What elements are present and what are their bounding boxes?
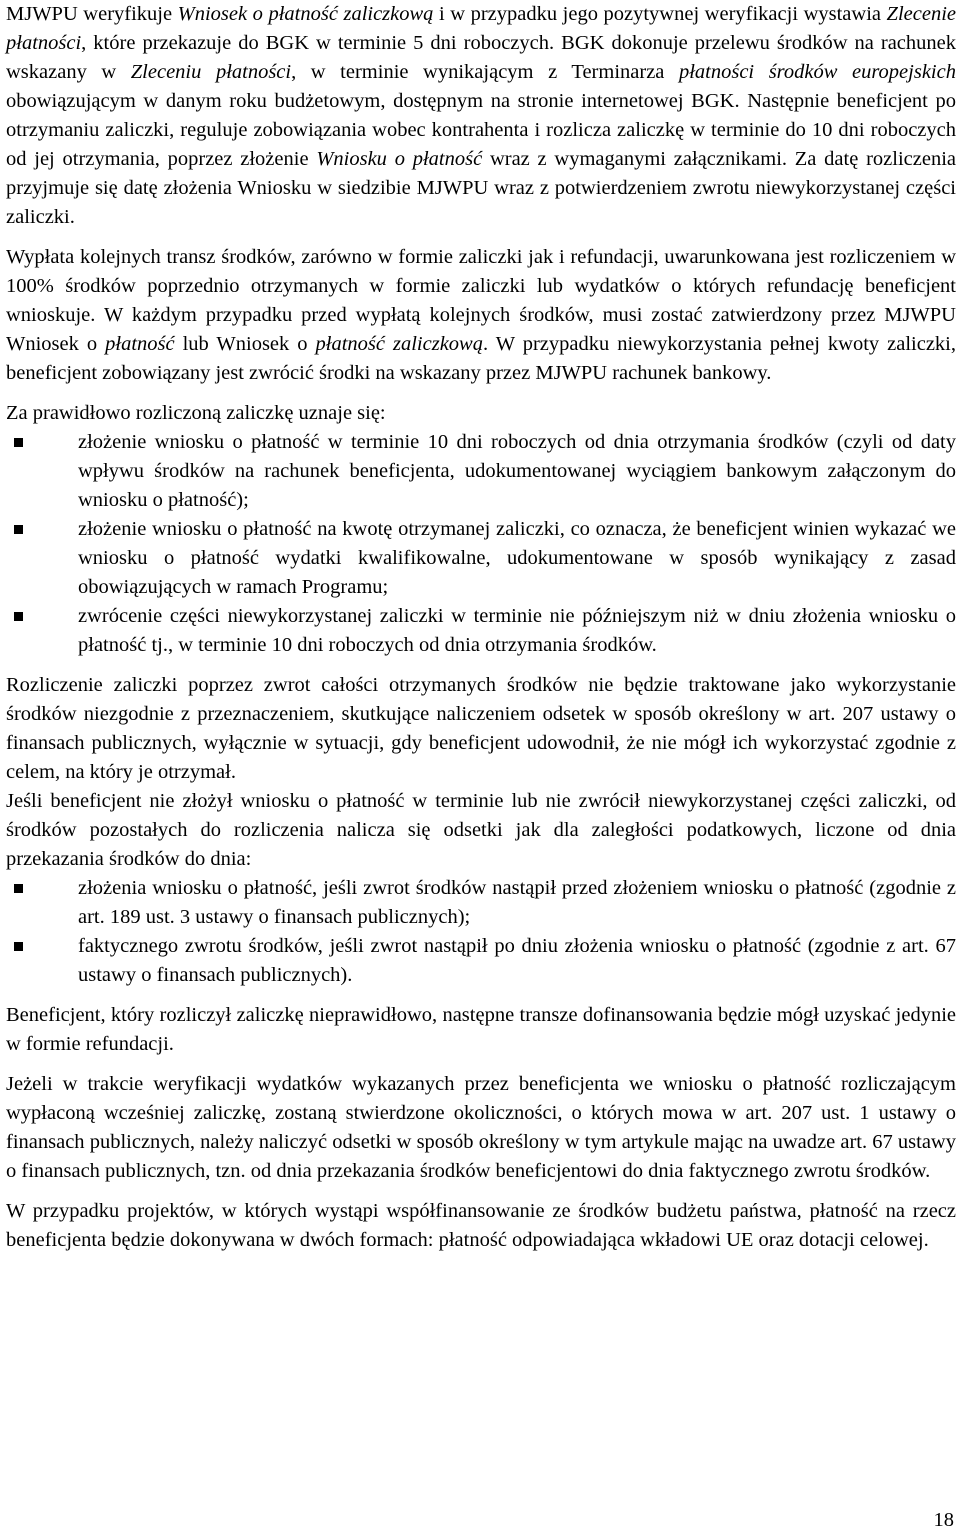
text-run: wraz z wymaganymi załącznikami. Za datę rozliczenia przyjmuje się datę złożenia Wniosku w siedzibie MJWPU wraz z potwierdzeniem zwrotu niewykorzystanej części zaliczki. — [6, 148, 956, 228]
text-run: i w przypadku jego pozytywnej weryfikacji wystawia — [433, 3, 887, 25]
list-item — [6, 874, 956, 932]
italic-text-run: Wniosek o płatność zaliczkową — [177, 3, 434, 25]
text-run: , które przekazuje do BGK w terminie 5 dni roboczych. BGK dokonuje przelewu środków na rachunek wskazany w — [6, 32, 956, 83]
interest-conditions-list — [6, 874, 956, 990]
square-bullet-icon — [14, 942, 23, 951]
italic-text-run: Zlecenie płatności — [6, 3, 956, 54]
list-item — [6, 602, 956, 660]
paragraph-tranche-payments — [6, 243, 956, 388]
list-item-text: zwrócenie części niewykorzystanej zaliczki w terminie nie późniejszym niż w dniu złożenia wniosku o płatność tj., w terminie 10 dni roboczych od dnia otrzymania środków. — [78, 605, 956, 656]
square-bullet-icon — [14, 438, 23, 447]
text-run: obowiązującym w danym roku budżetowym, dostępnym na stronie internetowej BGK. Następnie beneficjent po otrzymaniu zaliczki, reguluje zobowiązania wobec kontrahenta i rozlicza zaliczkę w terminie do 10 dni roboczych od jej otrzymania, poprzez złożenie — [6, 90, 956, 170]
paragraph-verification-interest: Jeżeli w trakcie weryfikacji wydatków wykazanych przez beneficjenta we wniosku o płatność rozliczającym wypłaconą wcześniej zaliczkę, zostaną stwierdzone okoliczności, o których mowa w art. 207 ust. 1 ustawy o finansach publicznych, należy naliczyć odsetki w sposób określony w tym artykule mając na uwadze art. 67 ustawy o finansach publicznych, tzn. od dnia przekazania środków beneficjentowi do dnia faktycznego zwrotu środków. — [6, 1073, 956, 1182]
text-run: MJWPU weryfikuje — [6, 3, 178, 25]
italic-text-run: płatności środków europejskich — [678, 61, 956, 83]
list-item-text: faktycznego zwrotu środków, jeśli zwrot nastąpił po dniu złożenia wniosku o płatność (zgodnie z art. 67 ustawy o finansach publicznych). — [78, 935, 956, 986]
list-item — [6, 932, 956, 990]
paragraph-state-budget-cofinancing: W przypadku projektów, w których wystąpi współfinansowanie ze środków budżetu państwa, płatność na rzecz beneficjenta będzie dokonywana w dwóch formach: płatność odpowiadająca wkładowi UE oraz dotacji celowej. — [6, 1200, 956, 1251]
list-item-text: złożenie wniosku o płatność na kwotę otrzymanej zaliczki, co oznacza, że beneficjent winien wykazać we wniosku o płatność wydatki kwalifikowalne, udokumentowane w sposób wynikający z zasad obowiązujących w ramach Programu; — [78, 518, 956, 598]
paragraph-settlement-conditions-intro: Za prawidłowo rozliczoną zaliczkę uznaje się: — [6, 402, 386, 424]
list-item-text: złożenia wniosku o płatność, jeśli zwrot środków nastąpił przed złożeniem wniosku o płatność (zgodnie z art. 189 ust. 3 ustawy o finansach publicznych); — [78, 877, 956, 928]
paragraph-incorrect-settlement: Beneficjent, który rozliczył zaliczkę nieprawidłowo, następne transze dofinansowania będzie mógł uzyskać jedynie w formie refundacji. — [6, 1004, 956, 1055]
text-run: . W przypadku niewykorzystania pełnej kwoty zaliczki, beneficjent zobowiązany jest zwrócić środki na wskazany przez MJWPU rachunek bankowy. — [6, 333, 956, 384]
italic-text-run: Wniosku o płatność — [316, 148, 483, 170]
italic-text-run: Zleceniu płatności — [130, 61, 292, 83]
italic-text-run: płatność — [105, 333, 175, 355]
list-item — [6, 428, 956, 515]
square-bullet-icon — [14, 884, 23, 893]
list-item — [6, 515, 956, 602]
text-run: lub Wniosek o — [174, 333, 316, 355]
list-item-text: złożenie wniosku o płatność w terminie 10 dni roboczych od dnia otrzymania środków (czyli od daty wpływu środków na rachunek beneficjenta, udokumentowanej wyciągiem bankowym załączonym do wniosku o płatność); — [78, 431, 956, 511]
paragraph-interest-intro: Jeśli beneficjent nie złożył wniosku o płatność w terminie lub nie zwrócił niewykorzystanej części zaliczki, od środków pozostałych do rozliczenia nalicza się odsetki jak dla zaległości podatkowych, liczone od dnia przekazania środków do dnia: — [6, 790, 956, 870]
square-bullet-icon — [14, 525, 23, 534]
paragraph-full-return: Rozliczenie zaliczki poprzez zwrot całości otrzymanych środków nie będzie traktowane jako wykorzystanie środków niezgodnie z przeznaczeniem, skutkujące naliczeniem odsetek w sposób określony w art. 207 ustawy o finansach publicznych, wyłącznie w sytuacji, gdy beneficjent udowodnił, że nie mógł ich wykorzystać zgodnie z celem, na który je otrzymał. — [6, 674, 956, 783]
document-page — [6, 0, 956, 1255]
text-run: Wypłata kolejnych transz środków, zarówno w formie zaliczki jak i refundacji, uwarunkowana jest rozliczeniem w 100% środków poprzednio otrzymanych w formie zaliczki lub wydatków o których refundację beneficjent wnioskuje. W każdym przypadku przed wypłatą kolejnych środków, musi zostać zatwierdzony przez MJWPU Wniosek o — [6, 246, 956, 355]
text-run: , w terminie wynikającym z Terminarza — [291, 61, 679, 83]
paragraph-advance-payment-verification — [6, 0, 956, 232]
italic-text-run: płatność zaliczkową — [315, 333, 483, 355]
page-number: 18 — [933, 1509, 954, 1531]
square-bullet-icon — [14, 612, 23, 621]
settlement-conditions-list — [6, 428, 956, 660]
